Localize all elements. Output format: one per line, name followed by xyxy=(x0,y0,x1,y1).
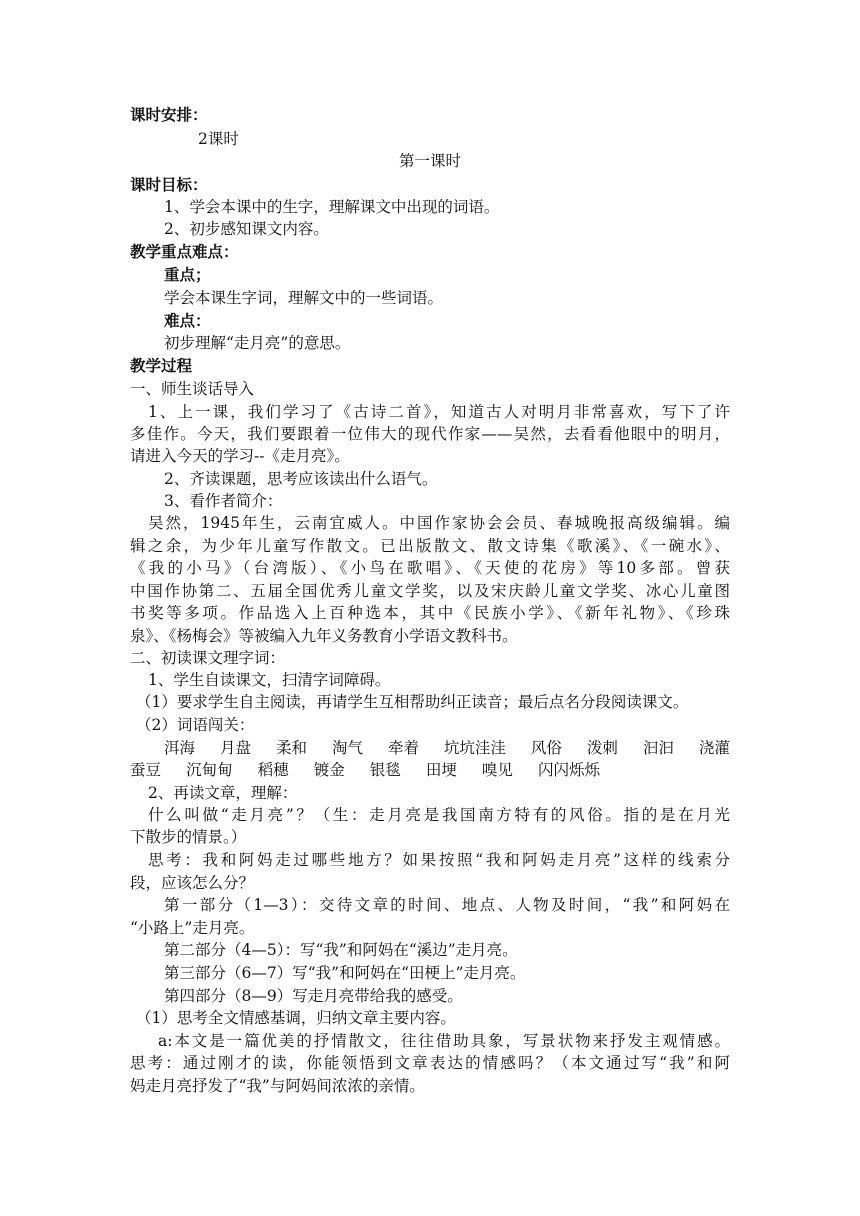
vocab-word: 银毯 xyxy=(369,761,401,779)
paragraph: 第二部分（4—5）：写“我”和阿妈在“溪边”走月亮。 xyxy=(164,941,518,959)
vocab-word: 田埂 xyxy=(425,761,457,779)
heading-key-points: 教学重点难点： xyxy=(130,242,239,261)
subheading-focus: 重点； xyxy=(164,265,211,284)
paragraph: 初步理解“走月亮”的意思。 xyxy=(164,334,351,352)
section-heading: 二、初读课文理字词： xyxy=(130,649,286,667)
vocab-word: 闪闪烁烁 xyxy=(537,761,600,779)
goal-item: 1、学会本课中的生字，理解课文中出现的词语。 xyxy=(164,198,500,216)
paragraph: 泉》、《杨梅会》等被编入九年义务教育小学语文教科书。 xyxy=(130,627,518,645)
vocab-word: 柔和 xyxy=(275,739,307,757)
vocab-word: 洱海 xyxy=(164,739,196,757)
paragraph: 思考：我和阿妈走过哪些地方？如果按照“我和阿妈走月亮”这样的线索分 xyxy=(148,851,730,869)
paragraph: 思考：通过刚才的读，你能领悟到文章表达的情感吗？（本文通过写“我”和阿 xyxy=(130,1054,730,1072)
vocab-word: 汩汩 xyxy=(642,739,674,757)
subheading-difficulty: 难点： xyxy=(164,311,211,330)
section-heading: 一、师生谈话导入 xyxy=(130,380,255,398)
paragraph: 第一部分（1—3）：交待文章的时间、地点、人物及时间，“我”和阿妈在 xyxy=(164,896,730,914)
paragraph: （1）思考全文情感基调，归纳文章主要内容。 xyxy=(136,1009,456,1027)
paragraph: 第三部分（6—7）写“我”和阿妈在“田梗上”走月亮。 xyxy=(164,964,526,982)
schedule-value: 2课时 xyxy=(198,130,239,148)
vocab-word: 风俗 xyxy=(530,739,562,757)
paragraph: “小路上”走月亮。 xyxy=(130,919,255,937)
paragraph: 吴然，1945年生，云南宜威人。中国作家协会会员、春城晚报高级编辑。编 xyxy=(148,514,730,532)
paragraph: a:本文是一篇优美的抒情散文，往往借助具象，写景状物来抒发主观情感。 xyxy=(158,1032,730,1050)
vocab-word: 嗅见 xyxy=(481,761,513,779)
paragraph: （1）要求学生自主阅读，再请学生互相帮助纠正读音；最后点名分段阅读课文。 xyxy=(136,693,689,711)
heading-schedule: 课时安排： xyxy=(130,105,208,124)
vocab-word: 月盘 xyxy=(219,739,251,757)
heading-process: 教学过程 xyxy=(130,356,193,375)
vocab-word: 蚕豆 xyxy=(130,761,162,779)
paragraph: 下散步的情景。） xyxy=(130,828,247,846)
vocab-word: 淘气 xyxy=(331,739,363,757)
paragraph: 段，应该怎么分？ xyxy=(130,874,255,892)
goal-item: 2、初步感知课文内容。 xyxy=(164,220,329,238)
paragraph: 3、看作者简介： xyxy=(164,492,283,510)
heading-goals: 课时目标： xyxy=(130,175,208,194)
paragraph: 《我的小马》（台湾版）、《小鸟在歌唱》、《天使的花房》等10多部。曾获 xyxy=(130,559,730,577)
paragraph: 什么叫做“走月亮”？（生：走月亮是我国南方特有的风俗。指的是在月光 xyxy=(148,806,730,824)
paragraph: 2、再读文章，理解： xyxy=(148,784,298,802)
vocab-word: 坑坑洼洼 xyxy=(443,739,506,757)
vocab-word: 稻穗 xyxy=(257,761,289,779)
paragraph: 请进入今天的学习--《走月亮》。 xyxy=(130,447,350,465)
vocabulary-row xyxy=(130,759,600,781)
paragraph: （2）词语闯关： xyxy=(136,716,255,734)
paragraph: 辑之余，为少年儿童写作散文。已出版散文、散文诗集《歌溪》、《一碗水》、 xyxy=(130,537,730,555)
paragraph: 1、上一课，我们学习了《古诗二首》，知道古人对明月非常喜欢，写下了许 xyxy=(148,403,730,421)
paragraph: 多佳作。今天，我们要跟着一位伟大的现代作家——吴然，去看看他眼中的明月， xyxy=(130,425,730,443)
paragraph: 书奖等多项。作品选入上百种选本，其中《民族小学》、《新年礼物》、《珍珠 xyxy=(130,604,730,622)
paragraph: 妈走月亮抒发了“我”与阿妈间浓浓的亲情。 xyxy=(130,1077,425,1095)
vocab-word: 泼刺 xyxy=(586,739,618,757)
vocabulary-row xyxy=(164,737,730,759)
paragraph: 2、齐读课题，思考应该读出什么语气。 xyxy=(164,470,438,488)
vocab-word: 牵着 xyxy=(387,739,419,757)
paragraph: 中国作协第二、五届全国优秀儿童文学奖，以及宋庆龄儿童文学奖、冰心儿童图 xyxy=(130,582,730,600)
paragraph: 学会本课生字词，理解文中的一些词语。 xyxy=(164,289,444,307)
vocab-word: 浇灌 xyxy=(698,739,730,757)
paragraph: 第四部分（8—9）写走月亮带给我的感受。 xyxy=(164,987,463,1005)
vocab-word: 沉甸甸 xyxy=(186,761,233,779)
vocab-word: 镀金 xyxy=(313,761,345,779)
section-title: 第一课时 xyxy=(398,152,461,170)
paragraph: 1、学生自读课文，扫清字词障碍。 xyxy=(148,671,391,689)
